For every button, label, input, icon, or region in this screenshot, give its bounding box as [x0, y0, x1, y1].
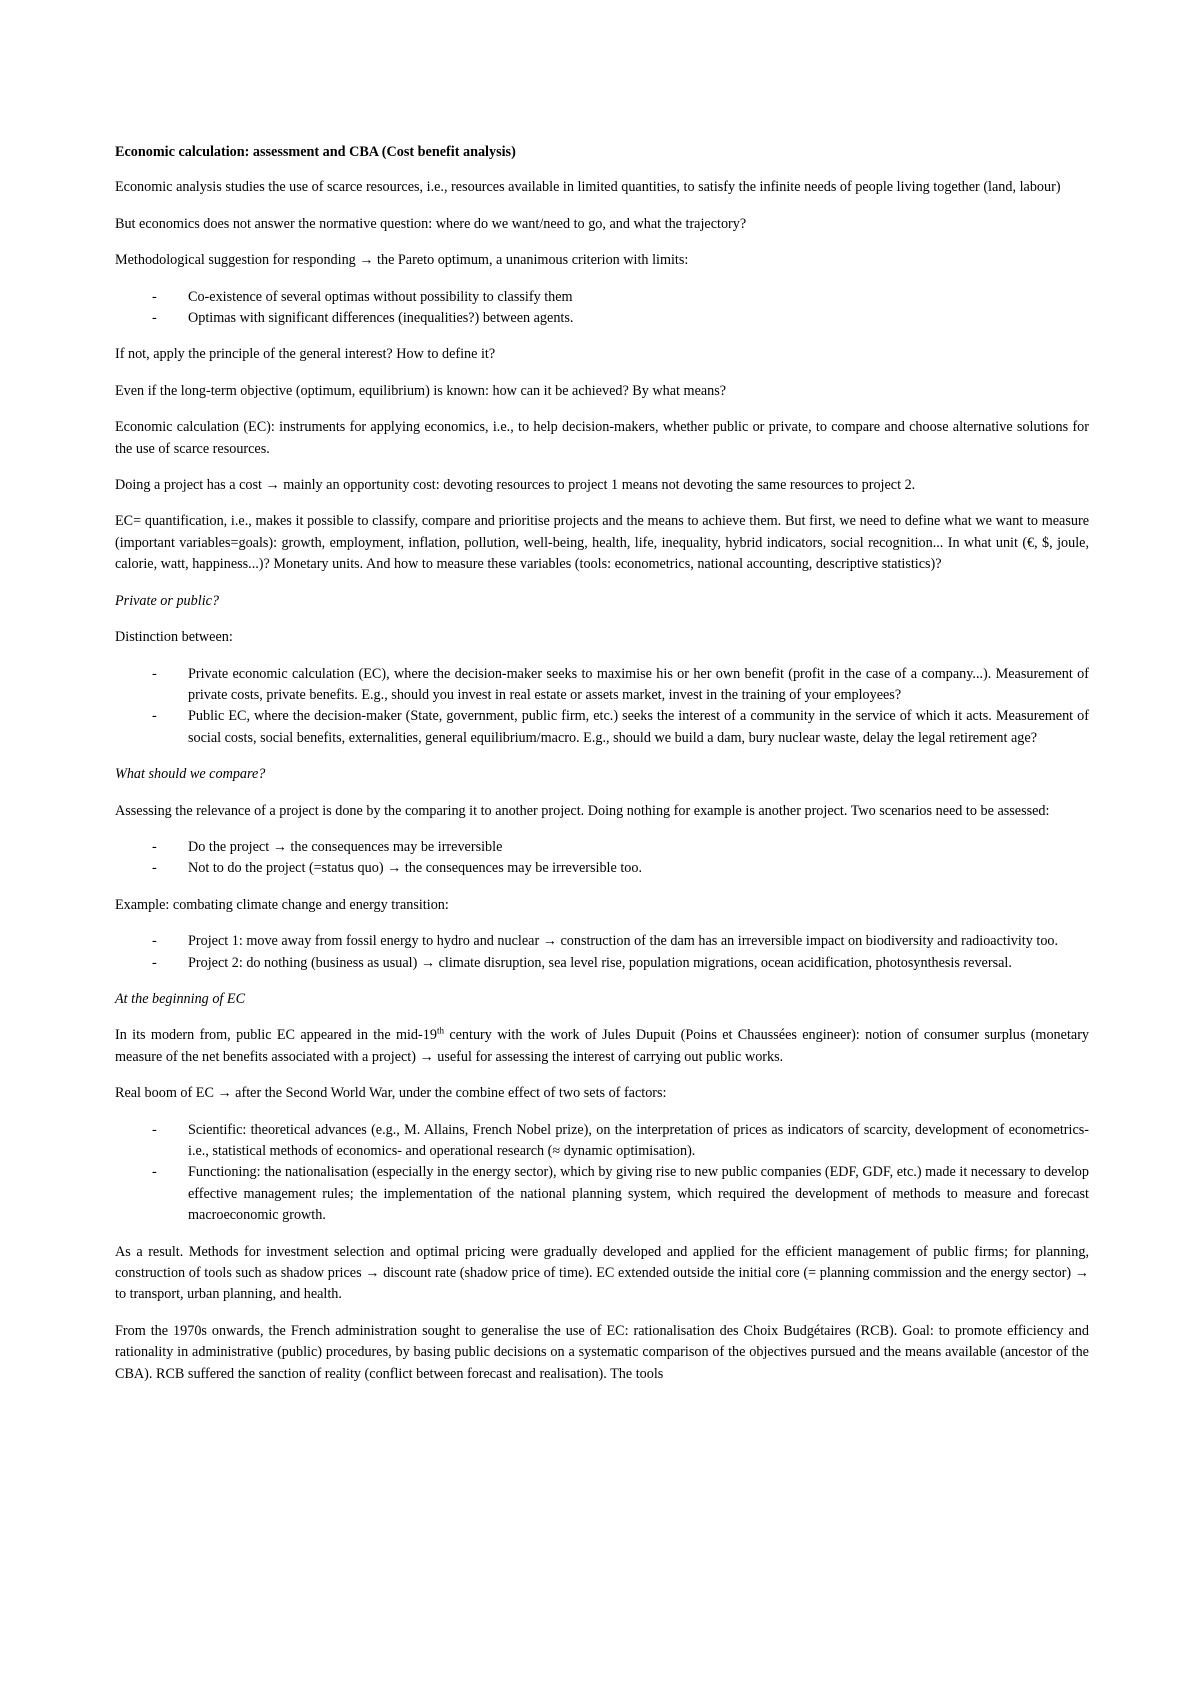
list-factors	[115, 1120, 1089, 1227]
list-item: - Public EC, where the decision-maker (State, government, public firm, etc.) seeks the interest of a community in the service of which it acts. Measurement of social costs, social benefits, externalities, general equilibrium/macro. E.g., should we build a dam, bury nuclear waste, delay the legal retirement age?	[152, 708, 1089, 746]
list-scenarios	[115, 837, 1089, 880]
list-item: - Optimas with significant differences (inequalities?) between agents.	[152, 310, 574, 327]
paragraph-general-interest: If not, apply the principle of the general interest? How to define it?	[115, 346, 496, 363]
paragraph-real-boom: Real boom of EC → after the Second World War, under the combine effect of two sets of factors:	[115, 1085, 667, 1102]
paragraph-distinction: Distinction between:	[115, 629, 233, 646]
paragraph-climate-example: Example: combating climate change and energy transition:	[115, 896, 449, 913]
paragraph-pareto: Methodological suggestion for responding → the Pareto optimum, a unanimous criterion with limits:	[115, 252, 689, 269]
list-pareto-limits	[115, 287, 1089, 330]
list-item: - Scientific: theoretical advances (e.g., M. Allains, French Nobel prize), on the interpretation of prices as indicators of scarcity, development of econometrics- i.e., statistical methods of economics- and operational research (≈ dynamic optimisation).	[152, 1121, 1089, 1159]
paragraph-rcb: From the 1970s onwards, the French administration sought to generalise the use of EC: rationalisation des Choix Budgétaires (RCB). Goal: to promote efficiency and rationality in administrative (public) procedures, by basing public decisions on a systematic comparison of the objectives pursued and the means available (ancestor of the CBA). RCB suffered the sanction of reality (conflict between forecast and realisation). The tools	[115, 1322, 1089, 1382]
paragraph-economic-analysis: Economic analysis studies the use of scarce resources, i.e., resources available in limited quantities, to satisfy the infinite needs of people living together (land, labour)	[115, 179, 1061, 196]
paragraph-opportunity-cost: Doing a project has a cost → mainly an opportunity cost: devoting resources to project 1 means not devoting the same resources to project 2.	[115, 477, 916, 494]
section-heading-beginning: At the beginning of EC	[115, 990, 246, 1007]
paragraph-dupuit: In its modern from, public EC appeared in the mid-19th century with the work of Jules Dupuit (Poins et Chaussées engineer): notion of consumer surplus (monetary measure of the net benefits associated with a project) → useful for assessing the interest of carrying out public works.	[115, 1025, 1090, 1065]
list-projects	[115, 931, 1089, 974]
paragraph-relevance: Assessing the relevance of a project is done by the comparing it to another project. Doing nothing for example is another project. Two scenarios need to be assessed:	[115, 802, 1050, 819]
list-item: - Private economic calculation (EC), where the decision-maker seeks to maximise his or her own benefit (profit in the case of a company...). Measurement of private costs, private benefits. E.g., should you invest in real estate or assets market, invest in the training of your employees?	[152, 665, 1089, 703]
list-item: - Project 2: do nothing (business as usual) → climate disruption, sea level rise, population migrations, ocean acidification, photosynthesis reversal.	[152, 954, 1012, 971]
list-item: - Co-existence of several optimas without possibility to classify them	[152, 288, 573, 305]
list-item: - Project 1: move away from fossil energy to hydro and nuclear → construction of the dam has an irreversible impact on biodiversity and radioactivity too.	[152, 933, 1059, 950]
document-page	[115, 142, 1089, 1400]
list-item: - Not to do the project (=status quo) → the consequences may be irreversible too.	[152, 860, 642, 877]
list-private-public	[115, 664, 1089, 750]
section-heading-private-public: Private or public?	[115, 592, 220, 609]
paragraph-ec-definition: Economic calculation (EC): instruments for applying economics, i.e., to help decision-makers, whether public or private, to compare and choose alternative solutions for the use of scarce resources.	[115, 419, 1089, 457]
paragraph-long-term-objective: Even if the long-term objective (optimum, equilibrium) is known: how can it be achieved? By what means?	[115, 382, 727, 399]
section-heading-compare: What should we compare?	[115, 766, 266, 783]
paragraph-quantification: EC= quantification, i.e., makes it possible to classify, compare and prioritise projects and the means to achieve them. But first, we need to define what we want to measure (important variables=goals): growth, employment, inflation, pollution, well-being, health, life, inequality, hybrid indicators, social recognition... In what unit (€, $, joule, calorie, watt, happiness...)? Monetary units. And how to measure these variables (tools: econometrics, national accounting, descriptive statistics)?	[115, 513, 1089, 573]
list-item: - Functioning: the nationalisation (especially in the energy sector), which by giving rise to new public companies (EDF, GDF, etc.) made it necessary to develop effective management rules; the implementation of the national planning system, which required the development of methods to measure and forecast macroeconomic growth.	[152, 1164, 1089, 1224]
document-title: Economic calculation: assessment and CBA (Cost benefit analysis)	[115, 144, 516, 160]
paragraph-normative-question: But economics does not answer the normative question: where do we want/need to go, and what the trajectory?	[115, 215, 747, 232]
list-item: - Do the project → the consequences may be irreversible	[152, 838, 503, 855]
paragraph-result: As a result. Methods for investment selection and optimal pricing were gradually developed and applied for the efficient management of public firms; for planning, construction of tools such as shadow prices → discount rate (shadow price of time). EC extended outside the initial core (= planning commission and the energy sector) → to transport, urban planning, and health.	[115, 1243, 1089, 1303]
